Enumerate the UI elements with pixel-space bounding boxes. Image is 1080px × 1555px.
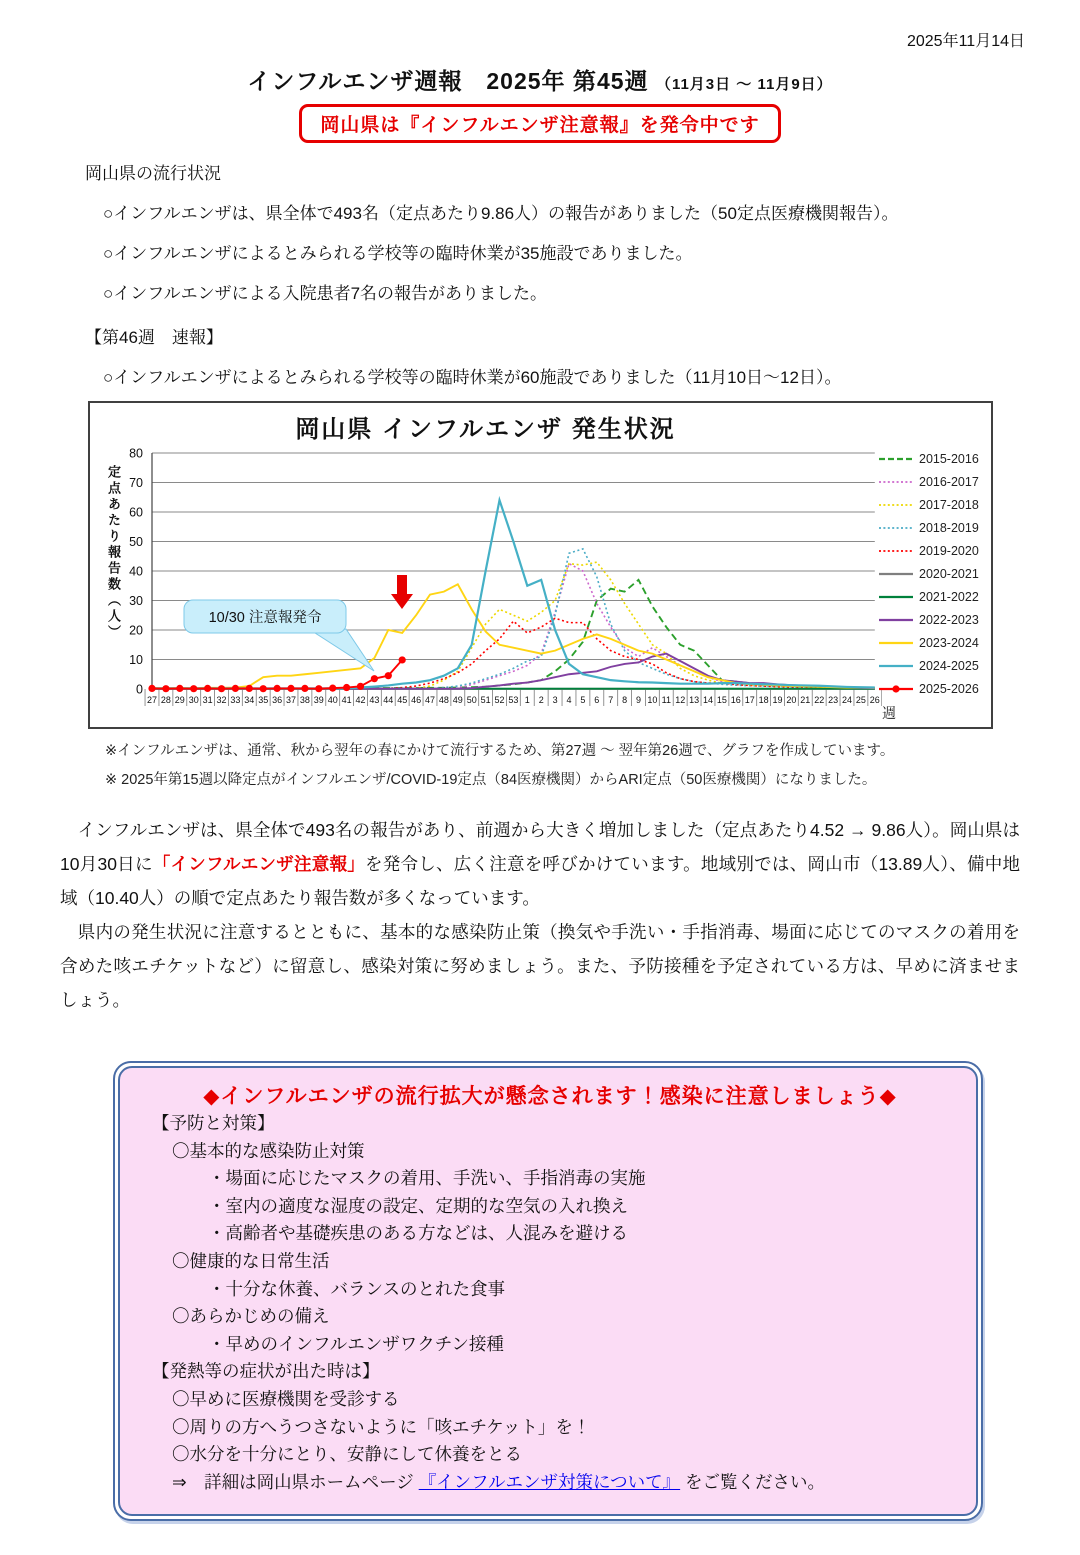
list-item: ○インフルエンザは、県全体で493名（定点あたり9.86人）の報告がありました（50定点医療機関報告）。 (103, 204, 899, 223)
advice-line: ・十分な休養、バランスのとれた食事 (208, 1278, 505, 1299)
svg-text:80: 80 (129, 446, 143, 461)
paragraph-advice: 県内の発生状況に注意するとともに、基本的な感染防止策（換気や手洗い・手指消毒、場面に応じてのマスクの着用を含めた咳エチケットなど）に留意し、感染対策に努めましょう。また、予防接種を予定されている方は、早めに済ませましょう。 (60, 922, 1020, 1010)
svg-text:28: 28 (160, 695, 171, 705)
svg-text:8: 8 (622, 695, 628, 705)
list-item: ○インフルエンザによる入院患者7名の報告がありました。 (103, 284, 548, 303)
advice-line: ・早めのインフルエンザワクチン接種 (208, 1333, 504, 1354)
advice-box (113, 1061, 983, 1521)
advice-line: ・高齢者や基礎疾患のある方などは、人混みを避ける (208, 1223, 628, 1244)
legend-item (878, 470, 988, 493)
svg-text:11: 11 (661, 695, 671, 705)
svg-text:46: 46 (411, 695, 422, 705)
link-line-text: ⇒ 詳細は岡山県ホームページ (172, 1471, 414, 1492)
legend-label: 2019-2020 (919, 543, 979, 558)
svg-text:20: 20 (786, 695, 797, 705)
chart-x-axis-label: 週 (882, 705, 896, 721)
legend-item (878, 677, 988, 700)
svg-text:33: 33 (230, 695, 241, 705)
svg-text:40: 40 (327, 695, 338, 705)
chart-y-axis-label: 定点あたり報告数（人） (106, 465, 121, 641)
legend-item (878, 654, 988, 677)
svg-text:35: 35 (258, 695, 269, 705)
advice-line: 〇早めに医療機関を受診する (172, 1388, 400, 1409)
svg-text:16: 16 (730, 695, 741, 705)
advice-line: 〇周りの方へうつさないように「咳エチケット」を！ (172, 1416, 591, 1437)
svg-text:60: 60 (129, 505, 143, 520)
svg-text:25: 25 (855, 695, 866, 705)
document-title-main: インフルエンザ週報 2025年 第45週 (247, 68, 649, 94)
svg-text:43: 43 (369, 695, 380, 705)
svg-text:12: 12 (675, 695, 686, 705)
svg-text:50: 50 (129, 535, 143, 549)
svg-text:53: 53 (508, 695, 519, 705)
svg-text:1: 1 (524, 695, 530, 705)
svg-text:10: 10 (647, 695, 658, 705)
legend-item (878, 516, 988, 539)
chart-footnote: ※ 2025年第15週以降定点がインフルエンザ/COVID-19定点（84医療機関）からARI定点（50医療機関）になりました。 (105, 772, 877, 788)
svg-text:34: 34 (244, 695, 255, 705)
legend-item (878, 539, 988, 562)
svg-text:23: 23 (828, 695, 839, 705)
svg-text:44: 44 (383, 695, 394, 705)
chart-footnote: ※インフルエンザは、通常、秋から翌年の春にかけて流行するため、第27週 ～ 翌年第26週で、グラフを作成しています。 (105, 743, 895, 759)
report-page (0, 28, 1080, 1521)
svg-text:70: 70 (129, 476, 143, 490)
advice-box-inner (118, 1066, 978, 1516)
summary-paragraphs (55, 813, 1025, 1017)
svg-text:10: 10 (129, 653, 143, 667)
svg-text:45: 45 (397, 695, 408, 705)
week46-heading: 【第46週 速報】 (85, 328, 223, 347)
legend-label: 2016-2017 (919, 474, 979, 489)
legend-label: 2022-2023 (919, 612, 979, 627)
svg-text:18: 18 (758, 695, 769, 705)
svg-text:48: 48 (438, 695, 449, 705)
svg-text:38: 38 (299, 695, 310, 705)
advice-line: ・場面に応じたマスクの着用、手洗い、手指消毒の実施 (208, 1168, 646, 1189)
legend-item (878, 562, 988, 585)
advice-line: 〇水分を十分にとり、安静にして休養をとる (172, 1444, 522, 1465)
document-title (55, 63, 1025, 96)
svg-text:29: 29 (174, 695, 185, 705)
svg-text:52: 52 (494, 695, 505, 705)
alert-banner: 岡山県は『インフルエンザ注意報』を発令中です (299, 104, 780, 143)
svg-text:9: 9 (635, 695, 642, 705)
chart-series-lines (148, 500, 874, 692)
svg-text:31: 31 (202, 695, 213, 705)
svg-text:30: 30 (188, 695, 199, 705)
legend-label: 2015-2016 (919, 451, 979, 466)
legend-item (878, 585, 988, 608)
list-item: ○インフルエンザによるとみられる学校等の臨時休業が60施設でありました（11月10日～12日）。 (103, 368, 842, 387)
advice-box-title: ◆インフルエンザの流行拡大が懸念されます！感染に注意しましょう◆ (203, 1085, 897, 1108)
svg-text:40: 40 (129, 564, 143, 579)
report-date: 2025年11月14日 (906, 33, 1025, 50)
advice-line: 〇あらかじめの備え (172, 1306, 330, 1327)
svg-text:21: 21 (800, 695, 811, 705)
legend-label: 2025-2026 (919, 681, 979, 696)
callout-tail (312, 629, 374, 671)
legend-label: 2021-2022 (919, 589, 979, 604)
legend-item (878, 493, 988, 516)
svg-text:50: 50 (466, 695, 477, 705)
link-line-text: をご覧ください。 (685, 1471, 826, 1492)
svg-text:36: 36 (272, 695, 283, 705)
legend-label: 2023-2024 (919, 635, 979, 650)
chart-panel (88, 401, 993, 729)
advice-line: ・室内の適度な湿度の設定、定期的な空気の入れ換え (208, 1195, 628, 1216)
legend-item (878, 447, 988, 470)
svg-text:14: 14 (702, 695, 714, 705)
svg-text:17: 17 (744, 695, 755, 705)
legend-label: 2017-2018 (919, 497, 979, 512)
legend-item (878, 608, 988, 631)
svg-text:27: 27 (146, 695, 158, 705)
svg-text:4: 4 (566, 695, 572, 705)
advice-line: 〇健康的な日常生活 (172, 1250, 330, 1271)
chart-axis-labels (129, 447, 880, 706)
paragraph-weekly-summary (60, 813, 1020, 915)
svg-text:49: 49 (452, 695, 463, 705)
document-title-range: （11月3日 ～ 11月9日） (655, 76, 833, 93)
svg-text:37: 37 (285, 695, 297, 705)
svg-text:15: 15 (716, 695, 727, 705)
svg-text:30: 30 (129, 594, 143, 608)
advice-line: 【予防と対策】 (152, 1113, 275, 1133)
svg-text:26: 26 (869, 695, 880, 705)
svg-text:0: 0 (136, 682, 143, 697)
legend-label: 2018-2019 (919, 520, 979, 535)
svg-text:3: 3 (552, 695, 558, 705)
advice-line: 〇基本的な感染防止対策 (172, 1140, 365, 1161)
advice-line: 【発熱等の症状が出た時は】 (152, 1361, 380, 1382)
legend-label: 2024-2025 (919, 658, 979, 673)
alert-arrow-icon (391, 575, 413, 609)
svg-text:42: 42 (355, 695, 366, 705)
chart-title: 岡山県 インフルエンザ 発生状況 (295, 416, 676, 443)
svg-text:47: 47 (424, 695, 436, 705)
svg-text:19: 19 (772, 695, 783, 705)
svg-text:20: 20 (129, 623, 143, 638)
legend-label: 2020-2021 (919, 566, 979, 581)
alert-banner-wrap (55, 104, 1025, 143)
svg-text:51: 51 (480, 695, 491, 705)
svg-text:41: 41 (341, 695, 352, 705)
svg-text:6: 6 (594, 695, 600, 705)
svg-text:7: 7 (608, 695, 614, 705)
svg-text:5: 5 (580, 695, 586, 705)
callout-text: 10/30 注意報発令 (208, 610, 322, 626)
paragraph-text: インフルエンザは、県全体で493名の報告があり、前週から大きく増加しました（定点あたり4.52 → 9.86人）。岡山県は10月30日に (60, 820, 1020, 874)
legend-item (878, 631, 988, 654)
list-item: ○インフルエンザによるとみられる学校等の臨時休業が35施設でありました。 (103, 244, 693, 263)
svg-text:32: 32 (216, 695, 227, 705)
svg-text:2: 2 (538, 695, 544, 705)
svg-text:22: 22 (814, 695, 825, 705)
svg-text:39: 39 (313, 695, 324, 705)
paragraph-text: を発令し、広く注意を呼びかけています。地域別では、岡山市（13.89人）、備中地域（10.40人）の順で定点あたり報告数が多くなっています。 (60, 854, 1020, 908)
svg-text:13: 13 (689, 695, 700, 705)
chart-legend (878, 447, 988, 700)
influenza-measures-link[interactable]: 『インフルエンザ対策について』 (418, 1471, 681, 1492)
advice-link-line (172, 1469, 954, 1497)
svg-text:24: 24 (841, 695, 853, 705)
flu-trend-chart (92, 441, 882, 727)
alert-keyword: 「インフルエンザ注意報」 (152, 854, 366, 874)
section-heading: 岡山県の流行状況 (85, 164, 221, 183)
